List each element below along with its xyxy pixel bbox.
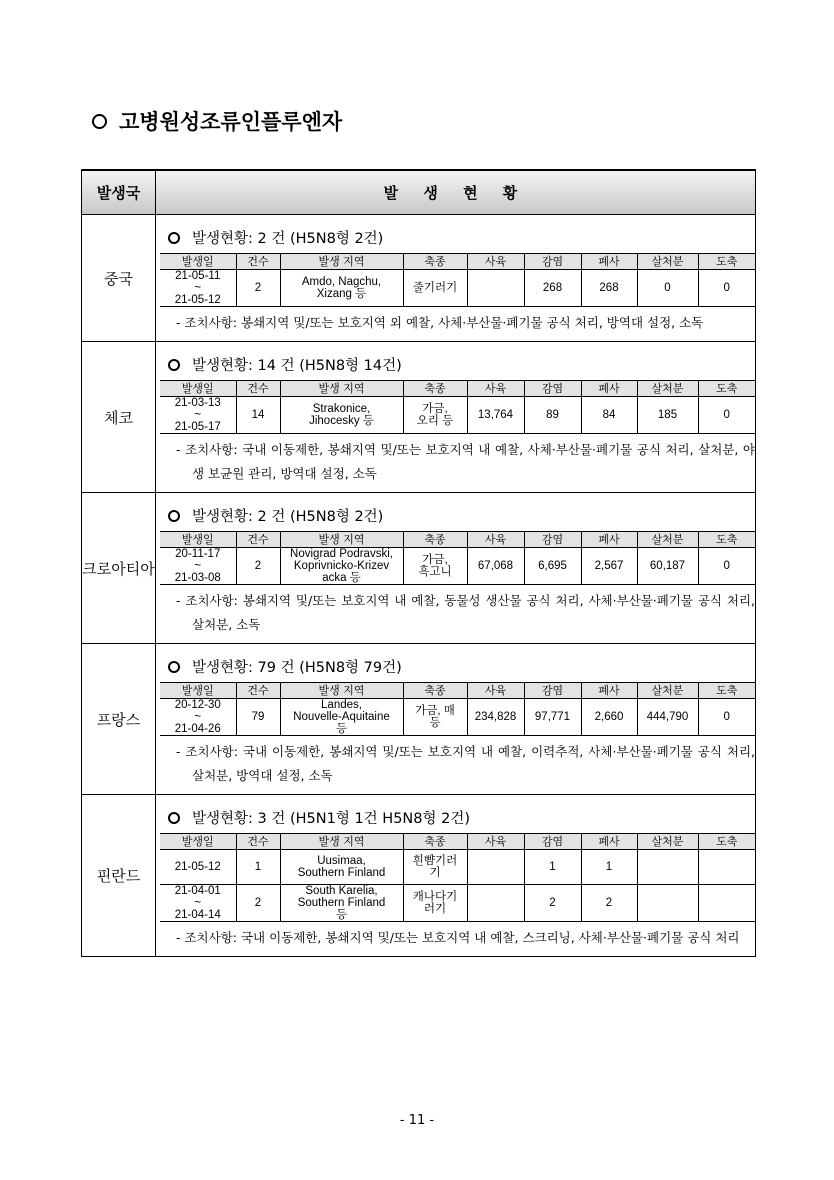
outbreak-detail-table [160,531,755,585]
cell-line: ~ [194,409,202,421]
cell-line: 러기 [423,903,447,915]
summary-text: 발생현황: 2 건 (H5N8형 2건) [192,231,384,247]
column-header: 감염 [524,254,581,270]
detail-row [160,548,755,585]
cell-dead: 1 [581,850,637,885]
cell-count: 2 [236,270,280,307]
cell-line: Uusimaa, [317,855,366,867]
country-content [156,354,755,486]
summary-text: 발생현황: 3 건 (H5N1형 1건 H5N8형 2건) [192,811,470,827]
country-details [156,644,756,795]
cell-line: 20-11-17 [175,548,221,560]
detail-row [160,699,755,736]
page-number: - 11 - [399,1113,435,1128]
country-name: 크로아티아 [82,493,156,644]
country-content [156,656,755,788]
cell-line: 21-04-26 [174,723,221,735]
column-header: 도축 [698,683,755,699]
cell-date [160,850,236,885]
cell-line: acka 등 [322,572,361,584]
country-details [156,342,756,493]
column-header: 건수 [236,254,280,270]
detail-header-row [160,683,755,699]
cell-count: 14 [236,397,280,434]
cell-region [280,699,403,736]
cell-culled: 60,187 [637,548,698,585]
cell-dead: 2 [581,885,637,922]
cell-line: 21-04-01 [174,885,221,897]
cell-slaughtered: 0 [698,397,755,434]
cell-infected: 1 [524,850,581,885]
cell-culled: 0 [637,270,698,307]
header-status: 발 생 현 황 [156,170,756,215]
cell-raised: 13,764 [467,397,524,434]
country-details [156,493,756,644]
circle-bullet-icon [168,510,180,522]
column-header: 폐사 [581,254,637,270]
cell-count: 1 [236,850,280,885]
column-header: 발생 지역 [280,834,403,850]
outbreak-summary [168,505,755,526]
cell-infected: 268 [524,270,581,307]
cell-culled: 185 [637,397,698,434]
column-header: 살처분 [637,834,698,850]
column-header: 감염 [524,834,581,850]
cell-line: 등 [335,909,348,921]
measures-text: - 조치사항: 봉쇄지역 및/또는 보호지역 외 예찰, 사체·부산물·폐기물 공식 처리, 방역대 설정, 소독 [176,315,704,330]
country-content [156,807,755,950]
cell-infected: 89 [524,397,581,434]
cell-species [403,885,467,922]
column-header: 폐사 [581,381,637,397]
cell-line: 21-05-17 [174,421,221,433]
cell-line: 21-05-12 [174,861,221,873]
column-header: 폐사 [581,683,637,699]
column-header: 축종 [403,254,467,270]
detail-header-row [160,834,755,850]
cell-line: South Karelia, [305,885,378,897]
cell-date [160,548,236,585]
column-header: 발생 지역 [280,381,403,397]
cell-dead: 2,567 [581,548,637,585]
cell-line: 가금, 매 [415,705,455,717]
cell-raised [467,885,524,922]
cell-raised: 234,828 [467,699,524,736]
cell-line: Nouvelle-Aquitaine [293,711,390,723]
cell-line: 21-03-08 [174,572,221,584]
circle-bullet-icon [168,359,180,371]
cell-line: Southern Finland [297,897,386,909]
column-header: 발생일 [160,254,236,270]
cell-infected: 6,695 [524,548,581,585]
column-header: 사육 [467,532,524,548]
outbreak-detail-table [160,682,755,736]
country-name: 핀란드 [82,795,156,957]
country-name: 중국 [82,215,156,342]
column-header: 감염 [524,381,581,397]
column-header: 발생일 [160,834,236,850]
column-header: 축종 [403,381,467,397]
cell-line: Koprivnicko-Krizev [293,560,390,572]
column-header: 감염 [524,532,581,548]
cell-region [280,850,403,885]
cell-infected: 2 [524,885,581,922]
cell-dead: 84 [581,397,637,434]
cell-slaughtered [698,885,755,922]
circle-bullet-icon [168,661,180,673]
cell-line: Xizang 등 [316,288,367,300]
country-content [156,227,755,335]
column-header: 건수 [236,834,280,850]
column-header: 도축 [698,532,755,548]
cell-raised [467,850,524,885]
cell-line: Novigrad Podravski, [290,548,393,560]
cell-slaughtered: 0 [698,548,755,585]
cell-count: 79 [236,699,280,736]
column-header: 살처분 [637,254,698,270]
cell-region [280,270,403,307]
column-header: 사육 [467,381,524,397]
cell-line: ~ [194,897,202,909]
column-header: 사육 [467,834,524,850]
cell-line: 가금, [422,403,448,415]
detail-header-row [160,381,755,397]
column-header: 사육 [467,254,524,270]
cell-line: Strakonice, [312,403,371,415]
cell-date [160,885,236,922]
cell-date [160,270,236,307]
section-title [92,106,342,136]
cell-line: 오리 등 [416,415,454,427]
cell-line: Jihocesky 등 [309,415,374,427]
cell-line: 21-04-14 [174,909,221,921]
measures-text: - 조치사항: 봉쇄지역 및/또는 보호지역 내 예찰, 동물성 생산물 공식 처리, 사체·부산물·폐기물 공식 처리, 살처분, 소독 [176,593,755,632]
cell-line: Amdo, Nagchu, [301,276,382,288]
country-row [82,644,756,795]
cell-dead: 2,660 [581,699,637,736]
circle-bullet-icon [168,812,180,824]
cell-slaughtered [698,850,755,885]
country-name: 프랑스 [82,644,156,795]
cell-line: 21-05-12 [174,294,221,306]
cell-dead: 268 [581,270,637,307]
circle-bullet-icon [168,232,180,244]
measures-text: - 조치사항: 국내 이동제한, 봉쇄지역 및/또는 보호지역 내 예찰, 이력추적, 사체·부산물·폐기물 공식 처리, 살처분, 방역대 설정, 소독 [176,744,755,783]
column-header: 축종 [403,532,467,548]
table-header-row [82,170,756,215]
cell-count: 2 [236,885,280,922]
cell-species [403,548,467,585]
cell-line: ~ [194,560,202,572]
cell-species [403,270,467,307]
cell-line: ~ [194,711,202,723]
cell-date [160,699,236,736]
column-header: 발생 지역 [280,532,403,548]
column-header: 발생 지역 [280,683,403,699]
cell-region [280,885,403,922]
cell-species [403,699,467,736]
cell-line: 줄기러기 [412,282,458,294]
country-row [82,342,756,493]
detail-header-row [160,254,755,270]
cell-region [280,548,403,585]
cell-line: 가금, [422,554,448,566]
column-header: 도축 [698,834,755,850]
outbreak-summary [168,656,755,677]
cell-count: 2 [236,548,280,585]
cell-slaughtered: 0 [698,270,755,307]
cell-line: 캐나다기 [412,891,458,903]
outbreak-detail-table [160,380,755,434]
cell-raised: 67,068 [467,548,524,585]
column-header: 건수 [236,683,280,699]
column-header: 폐사 [581,834,637,850]
outbreak-summary [168,227,755,248]
cell-line: 흑고니 [418,566,452,578]
cell-raised [467,270,524,307]
column-header: 감염 [524,683,581,699]
column-header: 도축 [698,381,755,397]
cell-infected: 97,771 [524,699,581,736]
header-country: 발생국 [82,170,156,215]
cell-line: 20-12-30 [174,699,221,711]
outbreak-summary [168,807,755,828]
cell-line: Southern Finland [297,867,386,879]
cell-line: ~ [194,282,202,294]
detail-row [160,397,755,434]
cell-line: 등 [335,723,348,735]
column-header: 축종 [403,834,467,850]
outbreak-summary [168,354,755,375]
column-header: 살처분 [637,532,698,548]
cell-line: 등 [429,717,441,729]
column-header: 살처분 [637,683,698,699]
column-header: 사육 [467,683,524,699]
column-header: 발생 지역 [280,254,403,270]
column-header: 발생일 [160,381,236,397]
cell-line: 21-03-13 [174,397,221,409]
summary-text: 발생현황: 2 건 (H5N8형 2건) [192,509,384,525]
country-row [82,795,756,957]
cell-species [403,850,467,885]
column-header: 발생일 [160,683,236,699]
cell-line: 흰뺨기러 [412,855,458,867]
column-header: 도축 [698,254,755,270]
country-details [156,215,756,342]
summary-text: 발생현황: 14 건 (H5N8형 14건) [192,358,402,374]
country-row [82,493,756,644]
cell-species [403,397,467,434]
detail-row [160,270,755,307]
cell-culled [637,850,698,885]
detail-row [160,885,755,922]
section-title-text: 고병원성조류인플루엔자 [119,110,343,134]
cell-culled [637,885,698,922]
cell-region [280,397,403,434]
cell-culled: 444,790 [637,699,698,736]
country-row [82,215,756,342]
column-header: 축종 [403,683,467,699]
outbreak-detail-table [160,253,755,307]
column-header: 발생일 [160,532,236,548]
column-header: 건수 [236,381,280,397]
cell-line: 기 [429,867,441,879]
summary-text: 발생현황: 79 건 (H5N8형 79건) [192,660,402,676]
measures-text: - 조치사항: 국내 이동제한, 봉쇄지역 및/또는 보호지역 내 예찰, 사체·부산물·폐기물 공식 처리, 살처분, 야생 보균원 관리, 방역대 설정, 소독 [176,442,755,481]
country-details [156,795,756,957]
cell-date [160,397,236,434]
detail-header-row [160,532,755,548]
circle-bullet-icon [92,114,107,129]
column-header: 살처분 [637,381,698,397]
country-name: 체코 [82,342,156,493]
column-header: 폐사 [581,532,637,548]
outbreak-detail-table [160,833,755,922]
column-header: 건수 [236,532,280,548]
cell-line: Landes, [321,699,362,711]
cell-slaughtered: 0 [698,699,755,736]
outbreak-table [81,169,756,957]
cell-line: 21-05-11 [175,270,221,282]
detail-row [160,850,755,885]
measures-text: - 조치사항: 국내 이동제한, 봉쇄지역 및/또는 보호지역 내 예찰, 스크리닝, 사체·부산물·폐기물 공식 처리 [176,930,740,945]
country-content [156,505,755,637]
